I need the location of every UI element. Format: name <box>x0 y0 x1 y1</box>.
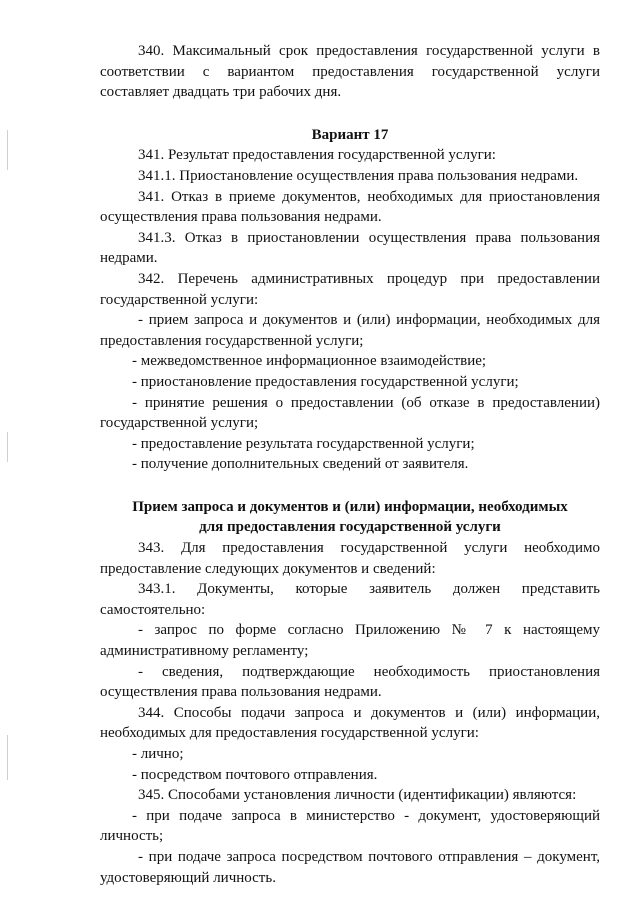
word: заявитель <box>369 581 432 598</box>
word: 343.1. <box>138 581 176 598</box>
paragraph-343-1-tail: самостоятельно: <box>100 601 206 618</box>
paragraph-344: 344. Способы подачи запроса и документов и (или) информации, необходимых для предоставления государственной услуги: <box>100 704 600 742</box>
paragraph-341-3: 341.3. Отказ в приостановлении осуществления права пользования недрами. <box>100 229 600 267</box>
paragraph-342: 342. Перечень административных процедур при предоставлении государственной услуги: <box>100 270 600 308</box>
variant-heading: Вариант 17 <box>311 126 389 143</box>
margin-binding-mark <box>7 432 8 462</box>
list-item: - при подаче запроса посредством почтового отправления – документ, удостоверяющий личность. <box>100 848 600 886</box>
margin-binding-mark <box>7 735 8 780</box>
paragraph-343: 343. Для предоставления государственной услуги необходимо предоставление следующих документов и сведений: <box>100 540 600 577</box>
paragraph-341-2: 341. Отказ в приеме документов, необходимых для приостановления осуществления права пользования недрами. <box>100 188 600 226</box>
section-heading-line1: Прием запроса и документов и (или) информации, необходимых <box>132 498 568 515</box>
list-item: - прием запроса и документов и (или) информации, необходимых для предоставления государственной услуги; <box>100 312 600 349</box>
list-item: - межведомственное информационное взаимодействие; <box>132 353 487 370</box>
list-item: - посредством почтового отправления. <box>132 766 378 783</box>
word: должен <box>452 581 501 598</box>
list-item: - сведения, подтверждающие необходимость приостановления осуществления права пользования недрами. <box>100 663 600 701</box>
list-item: - лично; <box>132 746 184 762</box>
word: Документы, <box>197 581 274 598</box>
list-item: - получение дополнительных сведений от заявителя. <box>132 456 469 473</box>
document-body <box>100 41 600 888</box>
word: представить <box>521 581 600 598</box>
list-item: - приостановление предоставления государственной услуги; <box>132 373 519 390</box>
paragraph-341: 341. Результат предоставления государственной услуги: <box>138 147 496 164</box>
paragraph-343-1-line <box>100 579 600 600</box>
list-item: - при подаче запроса в министерство - документ, удостоверяющий личность; <box>100 807 600 845</box>
paragraph-340: 340. Максимальный срок предоставления государственной услуги в соответствии с вариантом предоставления государственной услуги составляет двадцать три рабочих дня. <box>100 43 600 101</box>
section-heading-line2: для предоставления государственной услуги <box>199 519 501 536</box>
paragraph-345: 345. Способами установления личности (идентификации) являются: <box>138 787 577 804</box>
list-item: - предоставление результата государственной услуги; <box>132 435 475 452</box>
list-item: - принятие решения о предоставлении (об отказе в предоставлении) государственной услуги; <box>100 394 600 432</box>
word: которые <box>295 581 348 598</box>
margin-binding-mark <box>7 130 8 170</box>
paragraph-341-1: 341.1. Приостановление осуществления права пользования недрами. <box>138 167 579 184</box>
list-item: - запрос по форме согласно Приложению № 7 к настоящему административному регламенту; <box>100 622 600 660</box>
